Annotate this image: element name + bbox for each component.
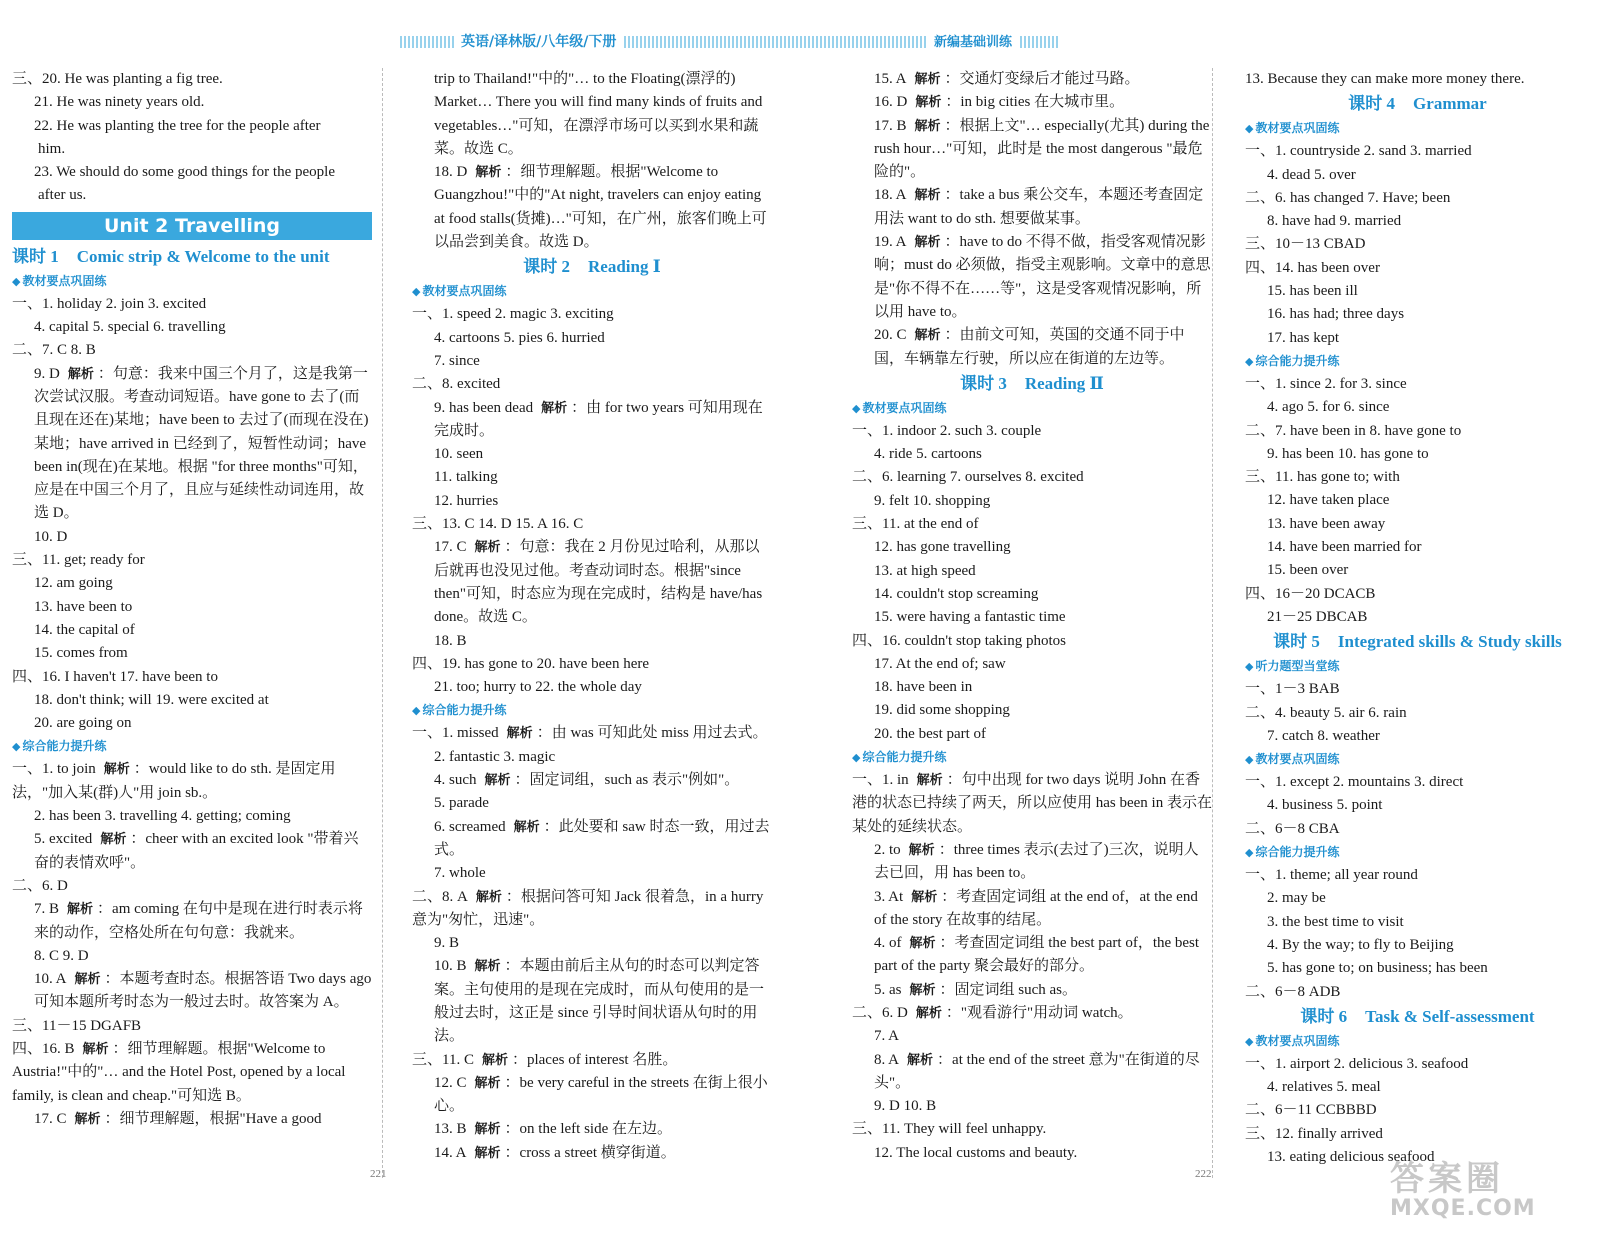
explanation-text: ：本题考查时态。根据答语 Two days ago 可知本题所考时态为一般过去时。故答案为 A。	[34, 971, 372, 1011]
answer-line: 18. have been in	[874, 679, 973, 696]
lesson-number: 课时 2	[523, 257, 571, 277]
answer-line: 7. catch 8. weather	[1267, 727, 1380, 744]
answer-line: 12. has gone travelling	[874, 539, 1011, 556]
answer-line: 4. ago 5. for 6. since	[1267, 399, 1390, 416]
answer-line: 15. has been ill	[1267, 283, 1358, 300]
lesson-title: Reading Ⅰ	[588, 257, 661, 277]
answer-line: 2. may be	[1267, 890, 1326, 907]
diamond-icon: ◆	[1245, 660, 1254, 674]
diamond-icon: ◆	[1245, 1034, 1254, 1048]
section-heading	[852, 397, 1212, 420]
answer-line: 4. dead 5. over	[1267, 166, 1356, 183]
explanation-label: 解析	[914, 235, 941, 251]
explanation-text: ：根据问答可知 Jack 很着急，in a hurry 意为"匆忙，迅速"。	[412, 888, 764, 928]
diamond-icon: ◆	[412, 704, 421, 718]
explanation-label: 解析	[915, 1005, 942, 1021]
answer-line: 二、6. D	[12, 877, 68, 894]
answer-line: 四、16－20 DCACB	[1245, 585, 1376, 602]
answer-key: 4. such	[434, 772, 477, 789]
lesson-number: 课时 4	[1348, 94, 1396, 114]
answer-line: 13. Because they can make more money there.	[1245, 71, 1525, 87]
answer-column-4	[1245, 68, 1590, 1169]
diamond-icon: ◆	[1245, 753, 1254, 767]
explanation-text: ：细节理解题，根据"Have a good	[104, 1110, 322, 1127]
answer-line: 21－25 DBCAB	[1267, 608, 1368, 625]
answer-line: 14. have been married for	[1267, 539, 1422, 556]
answer-line: 二、6. learning 7. ourselves 8. excited	[852, 469, 1084, 486]
explanation-label: 解析	[909, 936, 936, 952]
explanation-label: 解析	[100, 832, 127, 848]
section-heading	[1245, 1030, 1590, 1053]
explanation-label: 解析	[908, 842, 935, 858]
answer-explanation	[852, 839, 1212, 886]
explanation-label: 解析	[513, 819, 540, 835]
explanation-label: 解析	[474, 1075, 501, 1091]
answer-explanation	[852, 1002, 1212, 1025]
answer-line: 一、1. theme; all year round	[1245, 867, 1418, 884]
explanation-text: ：固定词组，such as 表示"例如"。	[514, 772, 740, 789]
answer-key: 二、8. A	[412, 888, 468, 905]
answer-key: 12. C	[434, 1074, 467, 1091]
answer-explanation	[412, 397, 772, 444]
section-title: 教材要点巩固练	[22, 273, 107, 288]
diamond-icon: ◆	[12, 740, 21, 754]
lesson-title: Comic strip & Welcome to the unit	[76, 246, 330, 266]
answer-line: 一、1－3 BAB	[1245, 681, 1340, 698]
answer-line: 9. felt 10. shopping	[874, 492, 991, 509]
answer-line: 一、1. airport 2. delicious 3. seafood	[1245, 1055, 1469, 1072]
answer-explanation	[12, 1108, 372, 1131]
explanation-text: ：at the end of the street 意为"在街道的尽头"。	[874, 1051, 1200, 1091]
answer-line: 21. too; hurry to 22. the whole day	[434, 679, 642, 696]
section-heading	[1245, 841, 1590, 864]
lesson-title: Reading Ⅱ	[1024, 373, 1104, 393]
lesson-heading	[1245, 629, 1590, 655]
answer-key: 2. to	[874, 841, 901, 858]
explanation-text: ：句意：我在 2 月份见过哈利，从那以后就再也没见过他。考查动词时态。根据"since then"可知，时态应为现在完成时，结构是 have/has done。故选 C。	[434, 539, 763, 626]
answer-column-1	[12, 68, 372, 1131]
section-heading	[1245, 655, 1590, 678]
answer-line: 12. have taken place	[1267, 492, 1390, 509]
section-title: 教材要点巩固练	[422, 284, 507, 299]
answer-line: 16. has had; three days	[1267, 306, 1405, 323]
answer-line: 一、1. countryside 2. sand 3. married	[1245, 143, 1472, 160]
explanation-text: ：on the left side 在左边。	[504, 1121, 673, 1138]
section-heading	[1245, 117, 1590, 140]
explanation-label: 解析	[67, 366, 94, 382]
answer-line: 4. business 5. point	[1267, 797, 1383, 814]
explanation-text: ：am coming 在句中是现在进行时表示将来的动作，空格处所在句句意：我就来。	[34, 901, 363, 941]
diamond-icon: ◆	[12, 274, 21, 288]
explanation-label: 解析	[103, 762, 130, 778]
answer-line: 4. capital 5. special 6. travelling	[34, 319, 226, 336]
answer-line: 12. hurries	[434, 492, 499, 509]
column-divider	[1212, 68, 1213, 1178]
answer-explanation	[12, 828, 372, 875]
explanation-label: 解析	[484, 773, 511, 789]
explanation-label: 解析	[541, 400, 568, 416]
answer-line: 5. has gone to; on business; has been	[1267, 960, 1488, 977]
section-title: 综合能力提升练	[422, 703, 507, 718]
answer-explanation	[852, 231, 1212, 324]
answer-line: 三、10－13 CBAD	[1245, 236, 1366, 253]
explanation-text: ：句中出现 for two days 说明 John 在香港的状态已持续了两天，所以应使用 has been in 表示在某处的延续状态。	[852, 772, 1212, 835]
answer-explanation	[412, 886, 772, 933]
answer-line: 四、14. has been over	[1245, 259, 1380, 276]
answer-line: 一、1. indoor 2. such 3. couple	[852, 422, 1042, 439]
answer-line: 13. have been to	[34, 598, 133, 615]
explanation-label: 解析	[916, 773, 943, 789]
lesson-number: 课时 3	[960, 373, 1007, 393]
answer-line: 三、11. They will feel unhappy.	[852, 1121, 1047, 1138]
explanation-text: ：由 was 可知此处 miss 用过去式。	[536, 725, 768, 742]
explanation-text: ：would like to do sth. 是固定用法，"加入某(群)人"用 join sb.。	[12, 761, 336, 801]
section-title: 听力题型当堂练	[1255, 659, 1340, 674]
explanation-label: 解析	[914, 118, 941, 134]
answer-column-3	[852, 68, 1212, 1165]
explanation-text: ：be very careful in the streets 在街上很小心。	[434, 1074, 768, 1115]
answer-line: 二、7. C 8. B	[12, 342, 96, 359]
answer-line: 12. The local customs and beauty.	[874, 1144, 1078, 1161]
answer-line: 9. B	[434, 935, 460, 952]
section-heading	[852, 746, 1212, 769]
answer-line: 13. have been away	[1267, 515, 1386, 532]
answer-explanation	[852, 886, 1212, 933]
section-heading	[1245, 350, 1590, 373]
answer-line: 4. cartoons 5. pies 6. hurried	[434, 329, 605, 346]
answer-key: 15. A	[874, 71, 907, 87]
answer-line: 22. He was planting the tree for the people after	[34, 117, 321, 134]
answer-key: 一、1. missed	[412, 725, 499, 742]
answer-explanation	[852, 979, 1212, 1002]
answer-line: 7. since	[434, 352, 480, 369]
answer-line: 二、7. have been in 8. have gone to	[1245, 422, 1462, 439]
lesson-heading	[852, 371, 1212, 397]
answer-explanation	[412, 816, 772, 863]
explanation-text: ：细节理解题。根据"Welcome to Austria!"中的"… and the Hotel Post, opened by a local family, is clean and cheap."可知选 B。	[12, 1040, 346, 1104]
answer-line: 8. C 9. D	[34, 947, 89, 964]
answer-key: 19. A	[874, 234, 907, 251]
answer-line: 二、8. excited	[412, 376, 501, 393]
answer-line: 二、6. has changed 7. Have; been	[1245, 189, 1451, 206]
answer-line: 三、11. has gone to; with	[1245, 469, 1400, 486]
answer-explanation	[12, 1038, 372, 1108]
explanation-label: 解析	[914, 188, 941, 204]
section-heading	[12, 735, 372, 758]
explanation-text: ：in big cities 在大城市里。	[945, 94, 1125, 111]
explanation-text: ：此处要和 saw 时态一致，用过去式。	[434, 818, 770, 858]
diamond-icon: ◆	[412, 285, 421, 299]
answer-explanation	[852, 91, 1212, 114]
diamond-icon: ◆	[1245, 122, 1254, 136]
answer-key: 7. B	[34, 901, 60, 918]
explanation-text: ："观看游行"用动词 watch。	[945, 1004, 1133, 1021]
answer-explanation	[12, 363, 372, 526]
answer-key: 17. B	[874, 117, 907, 134]
answer-line: 14. couldn't stop screaming	[874, 585, 1039, 602]
answer-line: 二、6－8 ADB	[1245, 983, 1341, 1000]
answer-key: 5. excited	[34, 831, 93, 848]
diamond-icon: ◆	[852, 751, 861, 765]
lesson-number: 课时 5	[1273, 632, 1320, 652]
answer-line: 15. been over	[1267, 562, 1349, 579]
answer-explanation	[412, 161, 772, 254]
lesson-heading	[1245, 91, 1590, 117]
answer-explanation	[412, 1142, 772, 1165]
answer-key: 18. D	[434, 164, 468, 181]
answer-explanation	[412, 722, 772, 745]
explanation-label: 解析	[481, 1052, 508, 1068]
answer-explanation	[852, 184, 1212, 231]
answer-key: 10. B	[434, 958, 467, 975]
answer-key: 9. has been dead	[434, 399, 534, 416]
answer-line: him.	[38, 140, 66, 157]
explanation-text: ：本题由前后主从句的时态可以判定答案。主句使用的是现在完成时，而从句使用的是一般过去时，这正是 since 引导时间状语从句时的用法。	[434, 958, 765, 1045]
site-watermark	[1390, 1151, 1580, 1221]
watermark-url: MXQE.COM	[1390, 1196, 1536, 1221]
answer-key: 9. D	[34, 365, 60, 382]
answer-key: 13. B	[434, 1121, 467, 1138]
section-title: 教材要点巩固练	[1255, 752, 1340, 767]
lesson-number: 课时 6	[1300, 1006, 1348, 1026]
section-title: 综合能力提升练	[1255, 353, 1340, 368]
answer-line: 四、19. has gone to 20. have been here	[412, 655, 650, 672]
answer-line: 15. comes from	[34, 645, 128, 662]
answer-line: 二、6－11 CCBBBD	[1245, 1102, 1377, 1119]
answer-explanation	[12, 758, 372, 805]
unit-banner: Unit 2 Travelling	[12, 212, 372, 240]
answer-line: 8. have had 9. married	[1267, 213, 1402, 230]
answer-explanation	[852, 115, 1212, 185]
answer-line: 19. did some shopping	[874, 702, 1010, 719]
explanation-text: ：考查固定词组 the best part of，the best part of the party 聚会最好的部分。	[874, 935, 1200, 975]
answer-line: 10. seen	[434, 446, 484, 463]
explanation-label: 解析	[914, 72, 941, 87]
explanation-label: 解析	[909, 982, 936, 998]
answer-line: 2. has been 3. travelling 4. getting; coming	[34, 808, 291, 825]
answer-line: 二、6－8 CBA	[1245, 820, 1340, 837]
answer-line: 11. talking	[434, 469, 498, 486]
answer-line: 23. We should do some good things for the people	[34, 164, 335, 181]
explanation-text: ：由 for two years 可知用现在完成时。	[434, 399, 763, 439]
answer-explanation	[412, 1049, 772, 1072]
answer-line: 10. D	[34, 528, 68, 545]
answer-explanation	[412, 1072, 772, 1119]
answer-line: 一、1. except 2. mountains 3. direct	[1245, 774, 1464, 791]
lesson-heading	[412, 254, 772, 280]
answer-line: 4. By the way; to fly to Beijing	[1267, 936, 1454, 953]
diamond-icon: ◆	[1245, 846, 1254, 860]
answer-key: 4. of	[874, 935, 902, 952]
answer-explanation	[12, 898, 372, 945]
section-heading	[1245, 748, 1590, 771]
answer-key: 18. A	[874, 187, 907, 204]
answer-line: 3. the best time to visit	[1267, 913, 1404, 930]
answer-line: 7. A	[874, 1028, 900, 1045]
answer-column-2	[412, 68, 772, 1165]
answer-explanation	[12, 968, 372, 1015]
answer-line: 17. At the end of; saw	[874, 655, 1006, 672]
answer-key: 一、1. in	[852, 772, 909, 789]
explanation-label: 解析	[474, 1122, 501, 1138]
explanation-text: ：take a bus 乘公交车，本题还考查固定用法 want to do sth. 想要做某事。	[874, 187, 1204, 227]
answer-key: 6. screamed	[434, 818, 506, 835]
lesson-title: Integrated skills & Study skills	[1337, 632, 1562, 652]
answer-key: 5. as	[874, 981, 902, 998]
answer-line: 三、11. at the end of	[852, 516, 979, 533]
answer-key: 二、6. D	[852, 1004, 908, 1021]
answer-key: 一、1. to join	[12, 761, 96, 778]
answer-line: 一、1. since 2. for 3. since	[1245, 375, 1407, 392]
answer-key: 10. A	[34, 971, 67, 988]
answer-line: 2. fantastic 3. magic	[434, 748, 556, 765]
diamond-icon: ◆	[1245, 354, 1254, 368]
answer-explanation	[852, 324, 1212, 371]
section-heading	[412, 280, 772, 303]
answer-explanation	[852, 1049, 1212, 1096]
explanation-text: ：句意：我来中国三个月了，这是我第一次尝试汉服。考查动词短语。have gone to 去了(而且现在还在)某地；have been to 去过了(而现在没在)某地；have arrived in 已经到了，短暂性动词；have been in(现在)在某地。根据 "for three months"可知，应是在中国三个月了，且应与延续性动词连用，故选 D。	[34, 365, 369, 522]
answer-key: 8. A	[874, 1051, 900, 1068]
answer-line: 20. are going on	[34, 715, 132, 732]
explanation-label: 解析	[475, 889, 502, 905]
lesson-heading	[12, 244, 372, 270]
answer-line: 9. has been 10. has gone to	[1267, 445, 1429, 462]
answer-line: 13. eating delicious seafood	[1267, 1148, 1435, 1165]
answer-explanation	[412, 1118, 772, 1141]
explanation-text: ：由前文可知，英国的交通不同于中国，车辆靠左行驶，所以应在街道的左边等。	[874, 327, 1185, 367]
answer-line: 13. at high speed	[874, 562, 976, 579]
answer-key: 三、11. C	[412, 1051, 474, 1068]
lesson-title: Grammar	[1413, 94, 1487, 114]
answer-line: 4. relatives 5. meal	[1267, 1079, 1381, 1096]
section-title: 综合能力提升练	[1255, 845, 1340, 860]
explanation-label: 解析	[506, 726, 533, 742]
answer-line: 12. am going	[34, 575, 113, 592]
answer-line: 15. were having a fantastic time	[874, 609, 1066, 626]
answer-explanation	[852, 769, 1212, 839]
answer-key: 16. D	[874, 94, 908, 111]
page-header	[0, 28, 1600, 50]
answer-explanation	[412, 769, 772, 792]
lesson-number: 课时 1	[12, 246, 59, 266]
answer-line: 17. has kept	[1267, 329, 1340, 346]
answer-line: 9. D 10. B	[874, 1098, 937, 1115]
answer-key: 20. C	[874, 327, 907, 344]
explanation-label: 解析	[474, 959, 501, 975]
header-book-info: 英语/译林版/八年级/下册	[455, 31, 622, 51]
explanation-text: ：考查固定词组 at the end of，at the end of the story 在故事的结尾。	[874, 888, 1198, 928]
answer-line: 21. He was ninety years old.	[34, 94, 205, 111]
lesson-heading	[1245, 1004, 1590, 1030]
explanation-text: ：three times 表示(去过了)三次，说明人去已回，用 has been to。	[874, 841, 1199, 882]
answer-explanation	[412, 955, 772, 1048]
explanation-text: ：细节理解题。根据"Welcome to Guangzhou!"中的"At night, travelers can enjoy eating at food stalls(货摊)…"可知，在广州，旅客们晚上可以品尝到美食。故选 D。	[434, 164, 767, 251]
explanation-label: 解析	[911, 889, 938, 905]
explanation-text: ：交通灯变绿后才能过马路。	[944, 71, 1140, 87]
answer-line: 四、16. couldn't stop taking photos	[852, 632, 1066, 649]
explanation-label: 解析	[74, 972, 101, 988]
answer-explanation	[412, 536, 772, 629]
answer-line: 三、11. get; ready for	[12, 552, 145, 569]
explanation-label: 解析	[907, 1052, 934, 1068]
section-title: 教材要点巩固练	[1255, 1033, 1340, 1048]
answer-line: 四、16. I haven't 17. have been to	[12, 668, 218, 685]
explanation-label: 解析	[82, 1041, 109, 1057]
watermark-logo: 答案圈	[1390, 1159, 1504, 1199]
section-title: 综合能力提升练	[22, 739, 107, 754]
answer-line: 14. the capital of	[34, 621, 135, 638]
explanation-text: ：places of interest 名胜。	[511, 1051, 678, 1068]
answer-key: 3. At	[874, 888, 904, 905]
explanation-label: 解析	[914, 328, 941, 344]
explanation-text: ：cross a street 横穿街道。	[504, 1144, 676, 1161]
section-title: 教材要点巩固练	[1255, 121, 1340, 136]
answer-line: 4. ride 5. cartoons	[874, 446, 982, 463]
answer-line: 三、13. C 14. D 15. A 16. C	[412, 516, 584, 533]
answer-line: 18. B	[434, 632, 467, 649]
section-title: 教材要点巩固练	[862, 400, 947, 415]
explanation-text: ：cheer with an excited look "带着兴奋的表情欢呼"。	[34, 831, 359, 871]
diamond-icon: ◆	[852, 401, 861, 415]
explanation-label: 解析	[67, 902, 94, 918]
answer-key: 17. C	[34, 1110, 67, 1127]
answer-line: 三、11－15 DGAFB	[12, 1017, 142, 1034]
answer-line: 5. parade	[434, 795, 489, 812]
answer-key: 14. A	[434, 1144, 467, 1161]
explanation-label: 解析	[915, 95, 942, 111]
answer-explanation	[852, 68, 1212, 91]
explanation-label: 解析	[474, 1145, 501, 1161]
answer-line: 20. the best part of	[874, 725, 987, 742]
explanation-label: 解析	[474, 540, 501, 556]
answer-explanation	[852, 932, 1212, 979]
explanation-label: 解析	[74, 1111, 101, 1127]
answer-key: 四、16. B	[12, 1040, 75, 1057]
section-title: 综合能力提升练	[862, 750, 947, 765]
explanation-text: ：have to do 不得不做，指受客观情况影响；must do 必须做，指受主观影响。文章中的意思是"你不得不在……等"，这是受客观情况影响，所以用 have to。	[874, 234, 1211, 320]
section-heading	[12, 270, 372, 293]
lesson-title: Task & Self-assessment	[1365, 1006, 1535, 1026]
page-number-left: 221	[370, 1168, 387, 1180]
answer-line: 三、20. He was planting a fig tree.	[12, 71, 223, 87]
page-number-right: 222	[1195, 1168, 1212, 1180]
section-heading	[412, 699, 772, 722]
explanation-text: ：固定词组 such as。	[939, 981, 1078, 998]
answer-line: 一、1. speed 2. magic 3. exciting	[412, 306, 614, 323]
column-divider	[382, 68, 383, 1178]
explanation-text: ：根据上文"… especially(尤其) during the rush hour…"可知，此时是 the most dangerous "最危险的"。	[874, 117, 1210, 181]
answer-line: 二、4. beauty 5. air 6. rain	[1245, 704, 1407, 721]
answer-line: 三、12. finally arrived	[1245, 1125, 1383, 1142]
answer-line: after us.	[38, 187, 87, 204]
answer-line: 7. whole	[434, 865, 486, 882]
header-series-name: 新编基础训练	[928, 31, 1018, 50]
answer-explanation-continued: trip to Thailand!"中的"… to the Floating(漂浮的) Market… There you will find many kinds of fruits and vegetables…"可知，在漂浮市场可以买到水果和蔬菜。故选 C。	[434, 71, 763, 157]
answer-line: 18. don't think; will 19. were excited at	[34, 691, 269, 708]
answer-line: 一、1. holiday 2. join 3. excited	[12, 295, 207, 312]
answer-key: 17. C	[434, 539, 467, 556]
explanation-label: 解析	[475, 165, 502, 181]
